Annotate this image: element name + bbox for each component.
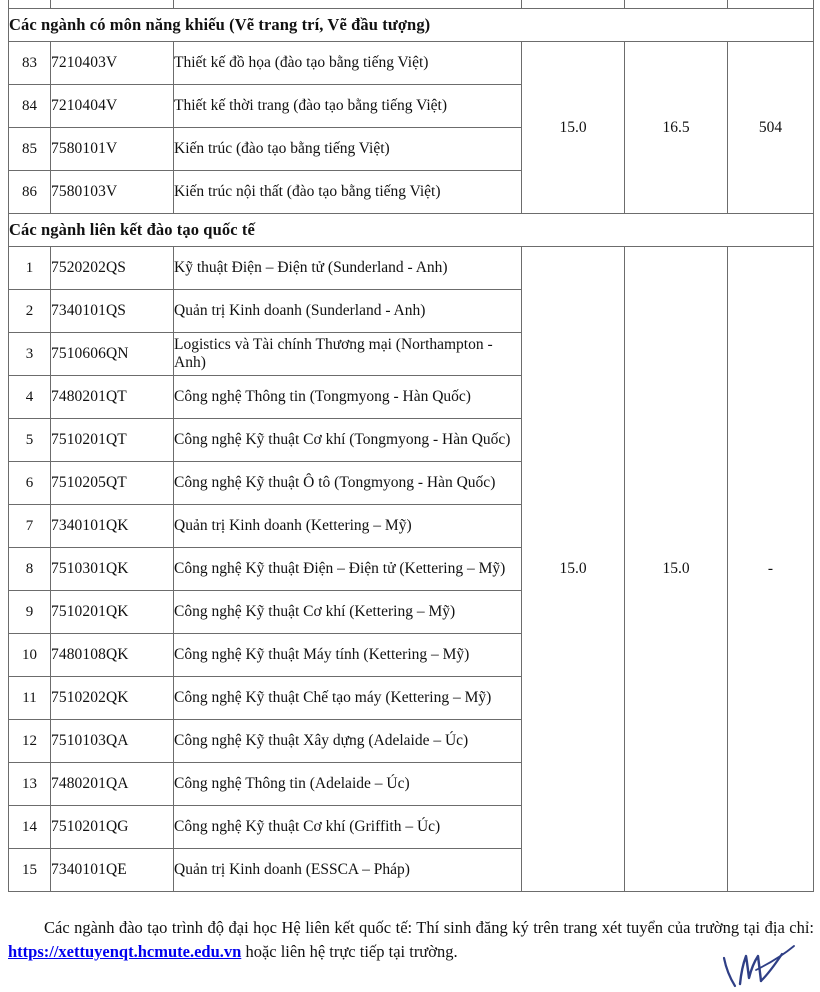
cell-quota: 504	[728, 42, 814, 214]
cell-code: 7480201QA	[51, 763, 174, 806]
cell-code: 7510606QN	[51, 333, 174, 376]
cell-code: 7480108QK	[51, 634, 174, 677]
cell-score1: 15.0	[522, 247, 625, 892]
cell-code: 7580101V	[51, 128, 174, 171]
cell-score2: 16.5	[625, 42, 728, 214]
table-row-partial	[9, 0, 814, 9]
cell-code: 7510201QT	[51, 419, 174, 462]
cell-code: 7510202QK	[51, 677, 174, 720]
cell-code: 7210404V	[51, 85, 174, 128]
table-body	[9, 0, 814, 892]
cell-stt: 8	[9, 548, 51, 591]
cell-code	[51, 0, 174, 9]
cell-name	[174, 0, 522, 9]
cell-name: Quản trị Kinh doanh (ESSCA – Pháp)	[174, 849, 522, 892]
cell-stt: 85	[9, 128, 51, 171]
cell-stt: 5	[9, 419, 51, 462]
section-header-row-talent	[9, 9, 814, 42]
table-row	[9, 42, 814, 85]
cell-name: Công nghệ Kỹ thuật Máy tính (Kettering – Mỹ)	[174, 634, 522, 677]
cell-stt: 11	[9, 677, 51, 720]
cell-stt: 7	[9, 505, 51, 548]
cell-name: Công nghệ Kỹ thuật Xây dựng (Adelaide – Úc)	[174, 720, 522, 763]
cell-code: 7480201QT	[51, 376, 174, 419]
cell-code: 7520202QS	[51, 247, 174, 290]
cell-stt: 9	[9, 591, 51, 634]
cell-stt: 3	[9, 333, 51, 376]
cell-code: 7510201QK	[51, 591, 174, 634]
section-header-row-international	[9, 214, 814, 247]
cell-name: Công nghệ Kỹ thuật Ô tô (Tongmyong - Hàn Quốc)	[174, 462, 522, 505]
cell-code: 7510103QA	[51, 720, 174, 763]
cell-quota: -	[728, 247, 814, 892]
cell-name: Logistics và Tài chính Thương mại (Northampton - Anh)	[174, 333, 522, 376]
cell-name: Công nghệ Thông tin (Tongmyong - Hàn Quốc)	[174, 376, 522, 419]
cell-name: Công nghệ Thông tin (Adelaide – Úc)	[174, 763, 522, 806]
footer-text-before-url: Các ngành đào tạo trình độ đại học Hệ liên kết quốc tế: Thí sinh đăng ký trên trang xét tuyển của trường tại địa chỉ:	[44, 917, 814, 937]
cell-code: 7210403V	[51, 42, 174, 85]
cell-name: Kiến trúc (đào tạo bằng tiếng Việt)	[174, 128, 522, 171]
cell-name: Công nghệ Kỹ thuật Cơ khí (Kettering – Mỹ)	[174, 591, 522, 634]
cell-stt: 4	[9, 376, 51, 419]
cell-stt: 15	[9, 849, 51, 892]
table-row	[9, 247, 814, 290]
footer-note	[8, 916, 814, 965]
cell-stt: 84	[9, 85, 51, 128]
cell-stt: 83	[9, 42, 51, 85]
cell-stt: 6	[9, 462, 51, 505]
cell-name: Quản trị Kinh doanh (Kettering – Mỹ)	[174, 505, 522, 548]
cell-name: Quản trị Kinh doanh (Sunderland - Anh)	[174, 290, 522, 333]
cell-code: 7510205QT	[51, 462, 174, 505]
admission-score-table	[8, 0, 814, 892]
xettuyenqt-url-link[interactable]: https://xettuyenqt.hcmute.edu.vn	[8, 941, 242, 961]
section-heading-talent: Các ngành có môn năng khiếu (Vẽ trang trí, Vẽ đầu tượng)	[9, 9, 814, 42]
cell-stt: 1	[9, 247, 51, 290]
cell-code: 7580103V	[51, 171, 174, 214]
cell-score1: 15.0	[522, 42, 625, 214]
section-heading-international: Các ngành liên kết đào tạo quốc tế	[9, 214, 814, 247]
footer-text-after-url: hoặc liên hệ trực tiếp tại trường.	[241, 941, 458, 961]
cell-score2: 15.0	[625, 247, 728, 892]
cell-name: Công nghệ Kỹ thuật Cơ khí (Griffith – Úc)	[174, 806, 522, 849]
cell-name: Công nghệ Kỹ thuật Cơ khí (Tongmyong - Hàn Quốc)	[174, 419, 522, 462]
cell-code: 7510301QK	[51, 548, 174, 591]
cell-name: Công nghệ Kỹ thuật Điện – Điện tử (Kettering – Mỹ)	[174, 548, 522, 591]
cell-score2	[625, 0, 728, 9]
cell-score1	[522, 0, 625, 9]
cell-name: Công nghệ Kỹ thuật Chế tạo máy (Kettering – Mỹ)	[174, 677, 522, 720]
cell-code: 7340101QE	[51, 849, 174, 892]
cell-code: 7340101QS	[51, 290, 174, 333]
cell-name: Thiết kế đồ họa (đào tạo bằng tiếng Việt)	[174, 42, 522, 85]
cell-stt	[9, 0, 51, 9]
cell-stt: 12	[9, 720, 51, 763]
cell-stt: 10	[9, 634, 51, 677]
cell-name: Kiến trúc nội thất (đào tạo bằng tiếng Việt)	[174, 171, 522, 214]
cell-code: 7510201QG	[51, 806, 174, 849]
cell-stt: 2	[9, 290, 51, 333]
cell-stt: 14	[9, 806, 51, 849]
cell-quota	[728, 0, 814, 9]
cell-name: Thiết kế thời trang (đào tạo bằng tiếng Việt)	[174, 85, 522, 128]
cell-name: Kỹ thuật Điện – Điện tử (Sunderland - Anh)	[174, 247, 522, 290]
cell-stt: 86	[9, 171, 51, 214]
cell-code: 7340101QK	[51, 505, 174, 548]
cell-stt: 13	[9, 763, 51, 806]
